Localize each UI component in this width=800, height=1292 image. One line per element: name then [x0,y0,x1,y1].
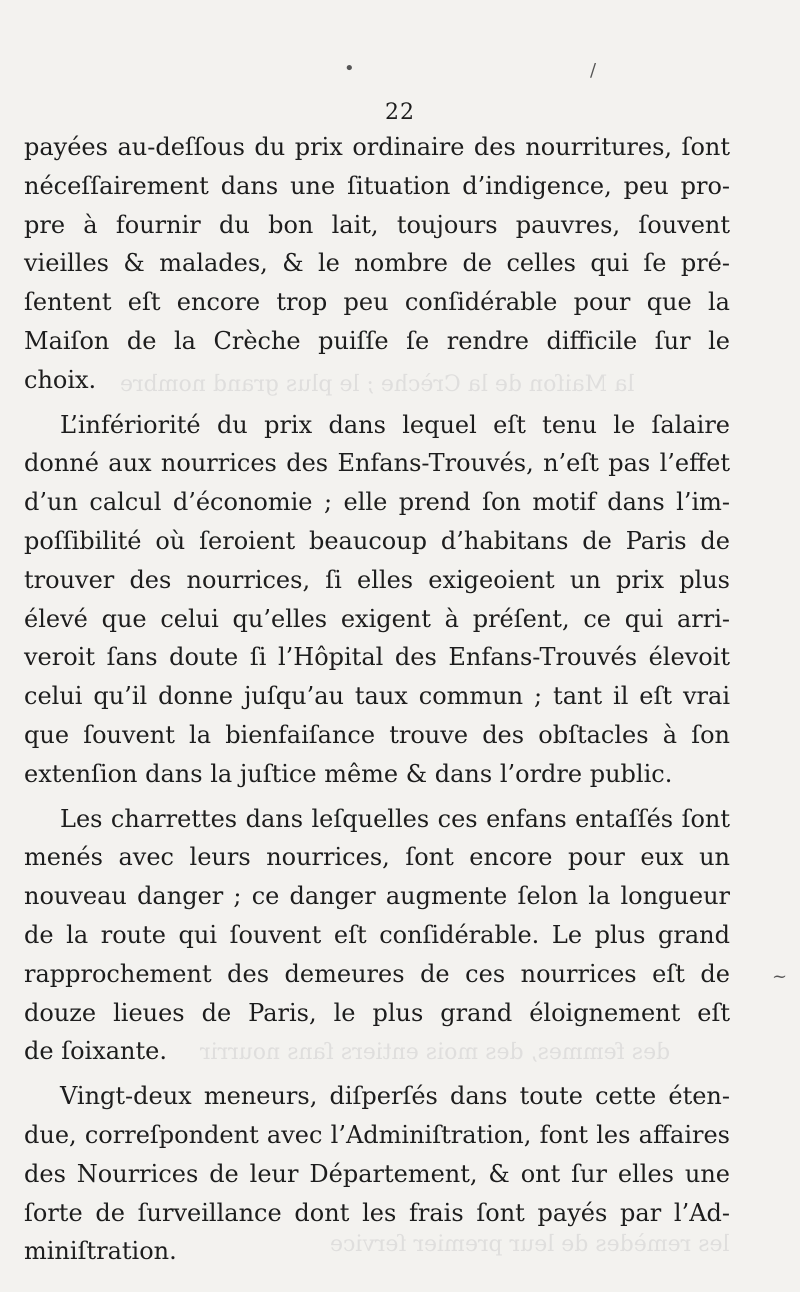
text-line: ſentent eſt encore trop peu conſidérable pour que la [24,288,730,317]
ink-stroke: / [590,60,597,81]
text-line: due, correſpondent avec l’Adminiſtration, font les affaires [24,1120,730,1149]
text-line: vieilles & malades, & le nombre de celles qui ſe pré- [24,249,730,278]
text-line: trouver des nourrices, ſi elles exigeoient un prix plus [24,565,730,594]
text-line: des Nourrices de leur Département, & ont ſur elles une [24,1159,730,1188]
text-line: élevé que celui qu’elles exigent à préſent, ce qui arri- [24,604,730,633]
text-line: de ſoixante. [24,1037,167,1066]
text-line: celui qu’il donne juſqu’au taux commun ; tant il eſt vrai [24,682,730,711]
show-through-text: la Maiſon de la Crèche ; le plus grand nombre [120,372,635,397]
body-text [24,128,730,1271]
text-line: choix. [24,365,97,394]
text-line: pre à fournir du bon lait, toujours pauvres, ſouvent [24,210,730,239]
text-line: Les charrettes dans leſquelles ces enfans entaſſés ſont [60,804,730,833]
show-through-text: les remèdes de leur premier ſervice [330,1232,730,1257]
ink-speck: • [344,58,355,79]
text-line: miniſtration. [24,1237,177,1266]
margin-mark: ~ [772,966,788,987]
text-line: de la route qui ſouvent eſt conſidérable. Le plus grand [24,920,730,949]
text-line: donné aux nourrices des Enfans-Trouvés, n’eſt pas l’effet [24,449,730,478]
text-line: rapprochement des demeures de ces nourrices eſt de [24,959,730,988]
text-line: néceſſairement dans une ſituation d’indigence, peu pro- [24,171,730,200]
text-line: payées au-deſſous du prix ordinaire des nourritures, ſont [24,133,730,161]
text-line: L’infériorité du prix dans lequel eſt tenu le ſalaire [60,410,730,439]
text-line: Maiſon de la Crèche puiſſe ſe rendre difficile ſur le [24,326,730,355]
text-line: veroit ſans doute ſi l’Hôpital des Enfans-Trouvés élevoit [24,643,730,672]
text-line: menés avec leurs nourrices, ſont encore pour eux un [24,843,730,872]
page-number: 22 [385,100,415,125]
text-line: que ſouvent la bienfaiſance trouve des obſtacles à ſon [24,720,730,749]
text-line: douze lieues de Paris, le plus grand éloignement eſt [24,998,730,1027]
show-through-text: des femmes, des mois entiers ſans nourrir [200,1040,671,1065]
text-line: extenſion dans la juſtice même & dans l’ordre public. [24,759,673,788]
text-line: poſſibilité où ſeroient beaucoup d’habitans de Paris de [24,526,730,555]
text-line: ſorte de ſurveillance dont les frais ſont payés par l’Ad- [24,1198,730,1227]
text-line: d’un calcul d’économie ; elle prend ſon motif dans l’im- [24,488,730,517]
text-line: Vingt-deux meneurs, diſperſés dans toute cette éten- [60,1082,730,1111]
text-line: nouveau danger ; ce danger augmente ſelon la longueur [24,882,730,911]
